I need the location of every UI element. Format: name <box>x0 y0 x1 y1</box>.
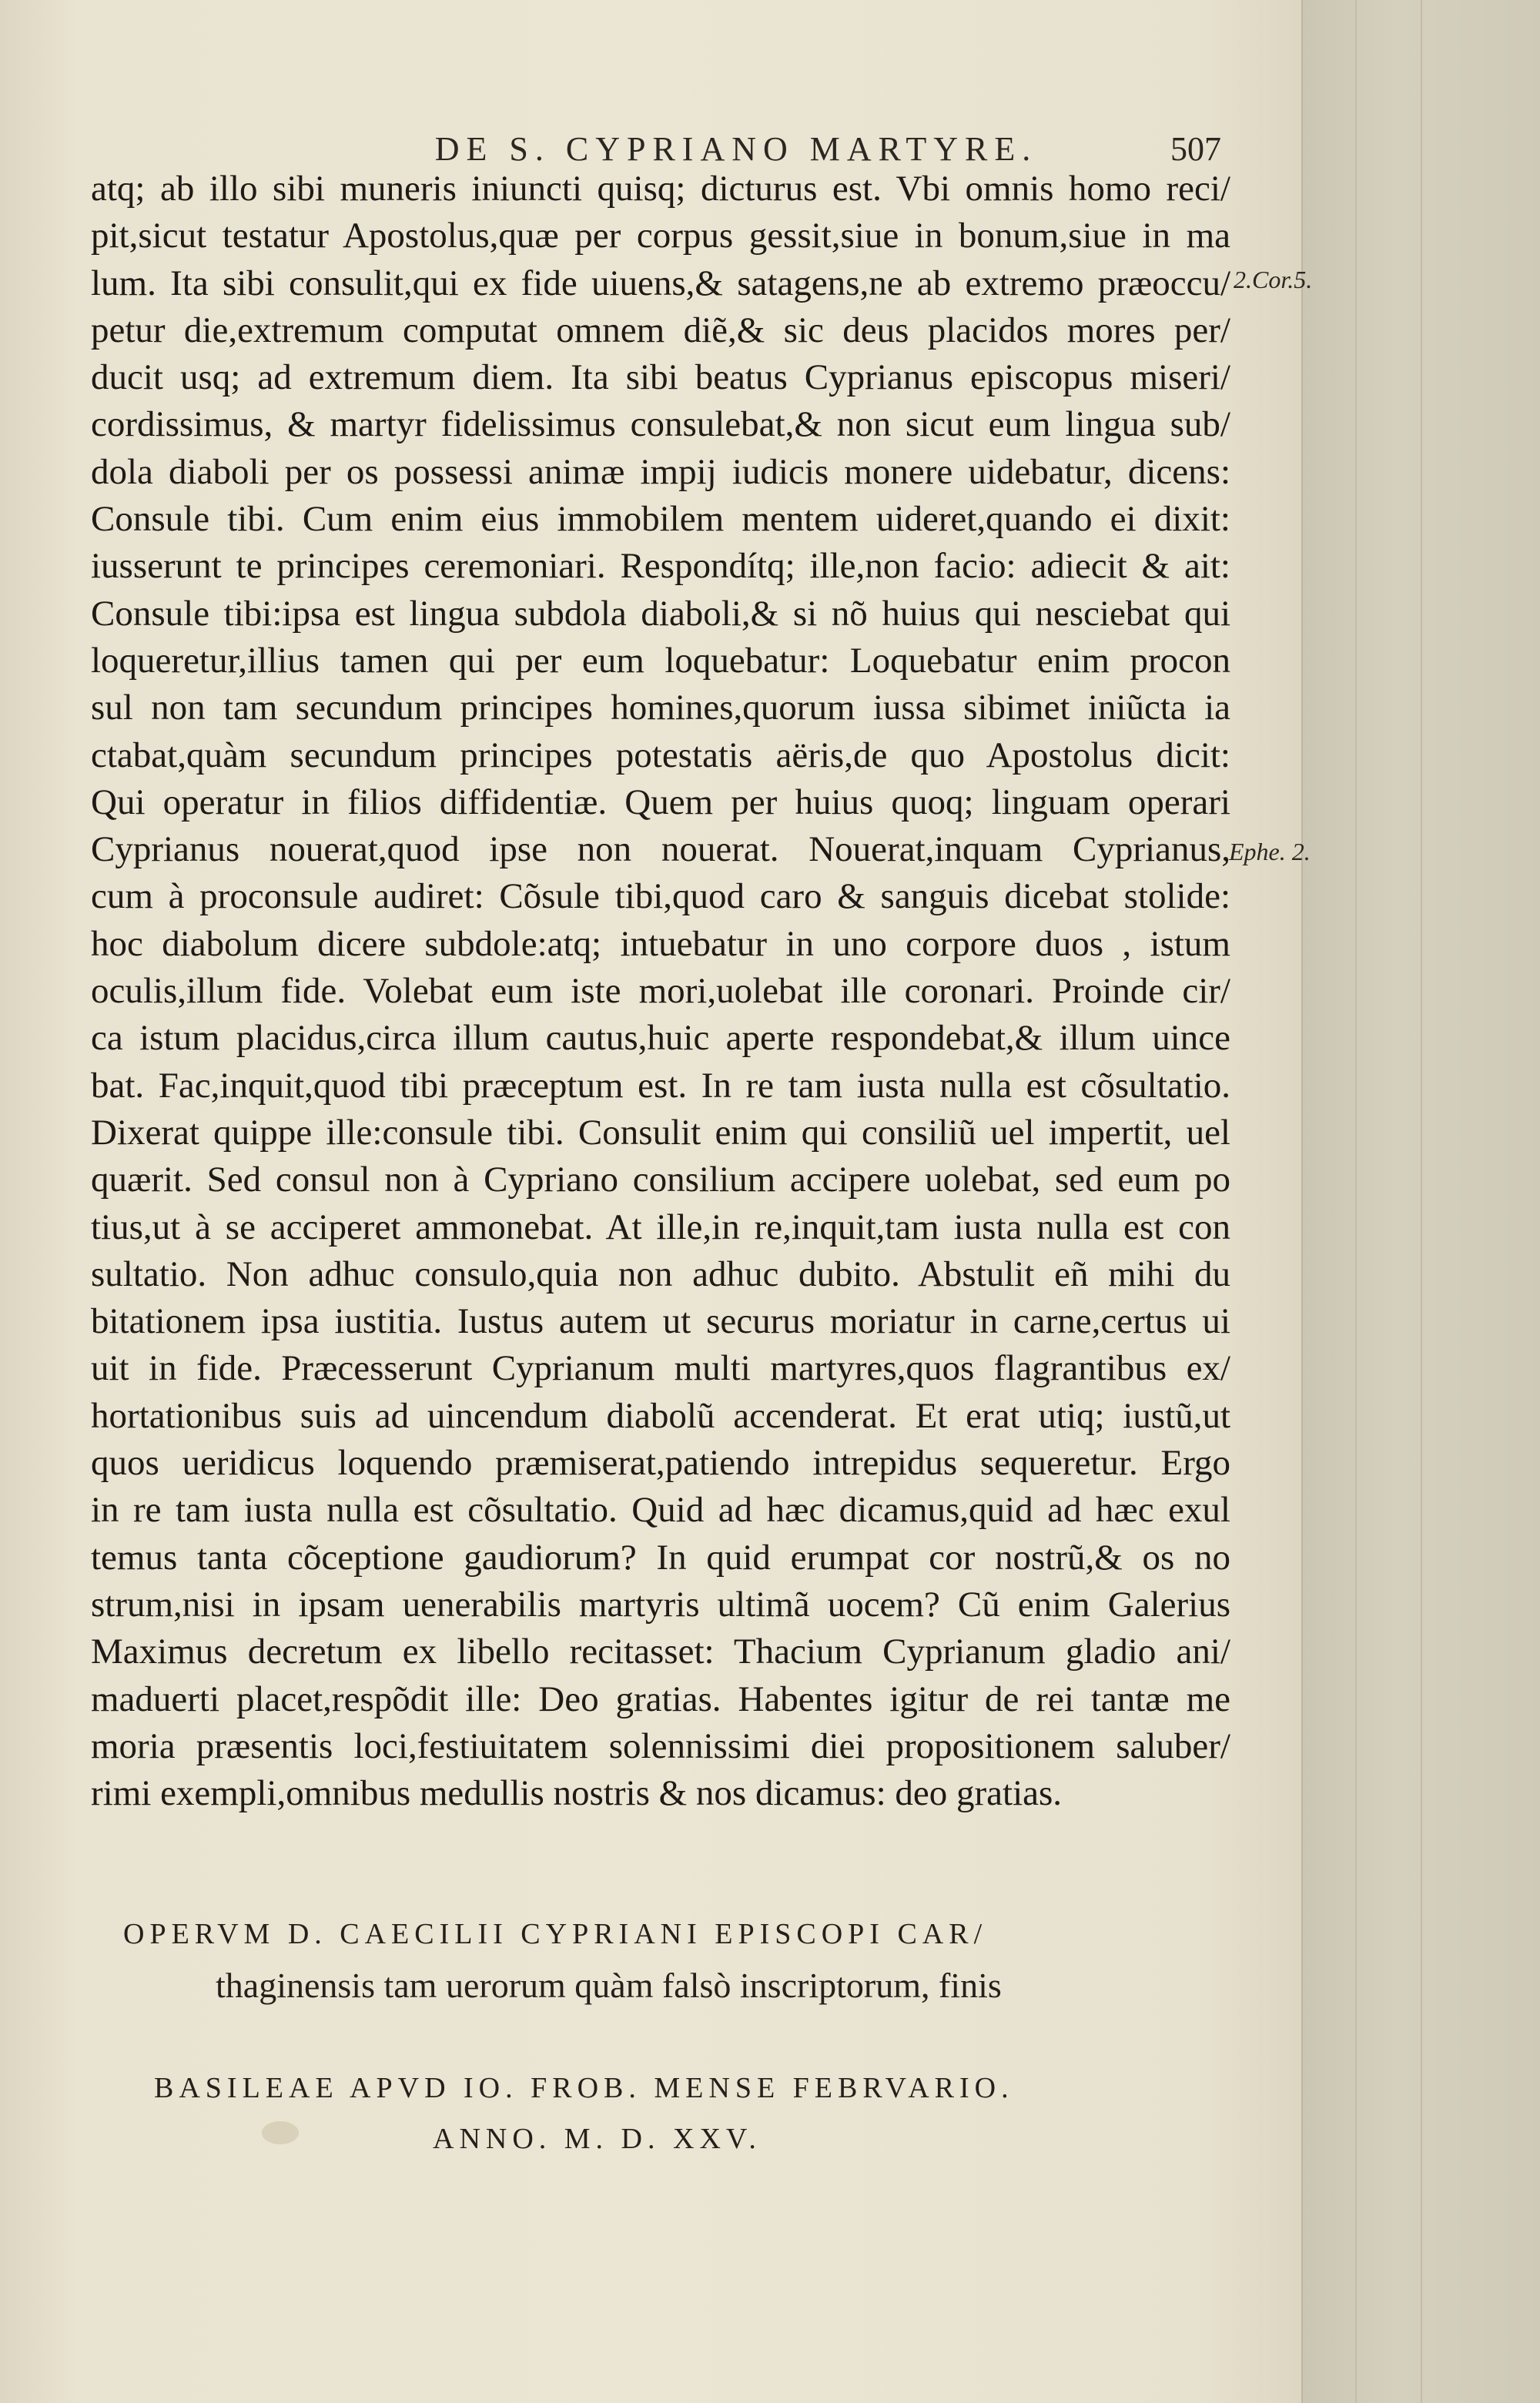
printer-imprint <box>154 2071 1155 2156</box>
colophon-title: OPERVM D. CAECILII CYPRIANI EPISCOPI CAR/ <box>123 1918 988 1950</box>
text-line: Consule tibi. Cum enim eius immobilem mentem uideret,quando ei dixit: <box>91 499 1230 540</box>
text-line: ca istum placidus,circa illum cautus,huic aperte respondebat,& illum uince <box>91 1018 1230 1059</box>
text-line: Maximus decretum ex libello recitasset: Thacium Cyprianum gladio ani/ <box>91 1632 1230 1672</box>
text-line: Qui operatur in filios diffidentiæ. Quem per huius quoq; linguam operari <box>91 781 1230 822</box>
text-line: in re tam iusta nulla est cõsultatio. Quid ad hæc dicamus,quid ad hæc exul <box>91 1490 1230 1531</box>
text-line: tius,ut à se acciperet ammonebat. At ille,in re,inquit,tam iusta nulla est con <box>91 1207 1230 1247</box>
text-line: ducit usq; ad extremum diem. Ita sibi beatus Cyprianus episcopus miseri/ <box>91 357 1230 398</box>
text-line: strum,nisi in ipsam uenerabilis martyris ultimã uocem? Cũ enim Galerius <box>91 1584 1230 1625</box>
text-line: quos ueridicus loquendo præmiserat,patiendo intrepidus sequeretur. Ergo <box>91 1443 1230 1484</box>
text-line: hortationibus suis ad uincendum diabolũ accenderat. Et erat utiq; iustũ,ut <box>91 1395 1230 1436</box>
text-line: quærit. Sed consul non à Cypriano consilium accipere uolebat, sed eum po <box>91 1160 1230 1200</box>
text-line: lum. Ita sibi consulit,qui ex fide uiuens,& satagens,ne ab extremo præoccu/ <box>91 263 1230 303</box>
text-line: Cyprianus nouerat,quod ipse non nouerat. Nouerat,inquam Cyprianus, <box>91 829 1230 870</box>
text-line: oculis,illum fide. Volebat eum iste mori,uolebat ille coronari. Proinde cir/ <box>91 971 1230 1012</box>
text-line: rimi exempli,omnibus medullis nostris & nos dicamus: deo gratias. <box>91 1773 1063 1814</box>
text-line: atq; ab illo sibi muneris iniuncti quisq; dicturus est. Vbi omnis homo reci/ <box>91 169 1230 209</box>
text-line: bat. Fac,inquit,quod tibi præceptum est. In re tam iusta nulla est cõsultatio. <box>91 1065 1230 1106</box>
text-line: iusserunt te principes ceremoniari. Respondítq; ille,non facio: adiecit & ait: <box>91 546 1230 587</box>
text-line: Consule tibi:ipsa est lingua subdola diaboli,& si nõ huius qui nesciebat qui <box>91 593 1230 634</box>
text-line: loqueretur,illius tamen qui per eum loquebatur: Loquebatur enim procon <box>91 640 1230 681</box>
page-fold-line <box>1355 0 1357 2403</box>
marginal-reference: 2.Cor.5. <box>1234 266 1313 293</box>
text-line: Dixerat quippe ille:consule tibi. Consulit enim qui consiliũ uel impertit, uel <box>91 1112 1230 1153</box>
main-text-block <box>91 166 1230 1817</box>
running-head: DE S. CYPRIANO MARTYRE. <box>434 130 1038 168</box>
text-line: sul non tam secundum principes homines,quorum iussa sibimet iniũcta ia <box>91 688 1230 728</box>
page-fold-line <box>1421 0 1422 2403</box>
text-line: cum à proconsule audiret: Cõsule tibi,quod caro & sanguis dicebat stolide: <box>91 876 1230 917</box>
marginal-reference: Ephe. 2. <box>1229 838 1311 865</box>
text-line: uit in fide. Præcesserunt Cyprianum multi martyres,quos flagrantibus ex/ <box>91 1348 1230 1389</box>
imprint-place-printer: BASILEAE APVD IO. FROB. MENSE FEBRVARIO. <box>154 2072 1014 2104</box>
text-line: hoc diabolum dicere subdole:atq; intuebatur in uno corpore duos , istum <box>91 923 1230 964</box>
text-line: bitationem ipsa iustitia. Iustus autem ut securus moriatur in carne,certus ui <box>91 1301 1230 1342</box>
text-line: maduerti placet,respõdit ille: Deo gratias. Habentes igitur de rei tantæ me <box>91 1678 1230 1719</box>
text-line: petur die,extremum computat omnem diẽ,& sic deus placidos mores per/ <box>91 310 1230 350</box>
text-line: sultatio. Non adhuc consulo,quia non adhuc dubito. Abstulit eñ mihi du <box>91 1253 1230 1294</box>
text-line: cordissimus, & martyr fidelissimus consulebat,& non sicut eum lingua sub/ <box>91 404 1230 445</box>
colophon <box>123 1917 1217 2006</box>
text-line: temus tanta cõceptione gaudiorum? In quid erumpat cor nostrũ,& os no <box>91 1537 1230 1578</box>
text-line: dola diaboli per os possessi animæ impij iudicis monere uidebatur, dicens: <box>91 451 1230 492</box>
text-line: moria præsentis loci,festiuitatem solennissimi diei propositionem saluber/ <box>91 1725 1230 1766</box>
text-line: pit,sicut testatur Apostolus,quæ per corpus gessit,siue in bonum,siue in ma <box>91 216 1230 256</box>
page-number: 507 <box>1170 130 1221 168</box>
colophon-subtitle: thaginensis tam uerorum quàm falsò inscriptorum, finis <box>216 1966 1002 2005</box>
text-line: ctabat,quàm secundum principes potestatis aëris,de quo Apostolus dicit: <box>91 735 1230 775</box>
imprint-date: ANNO. M. D. XXV. <box>433 2123 762 2155</box>
